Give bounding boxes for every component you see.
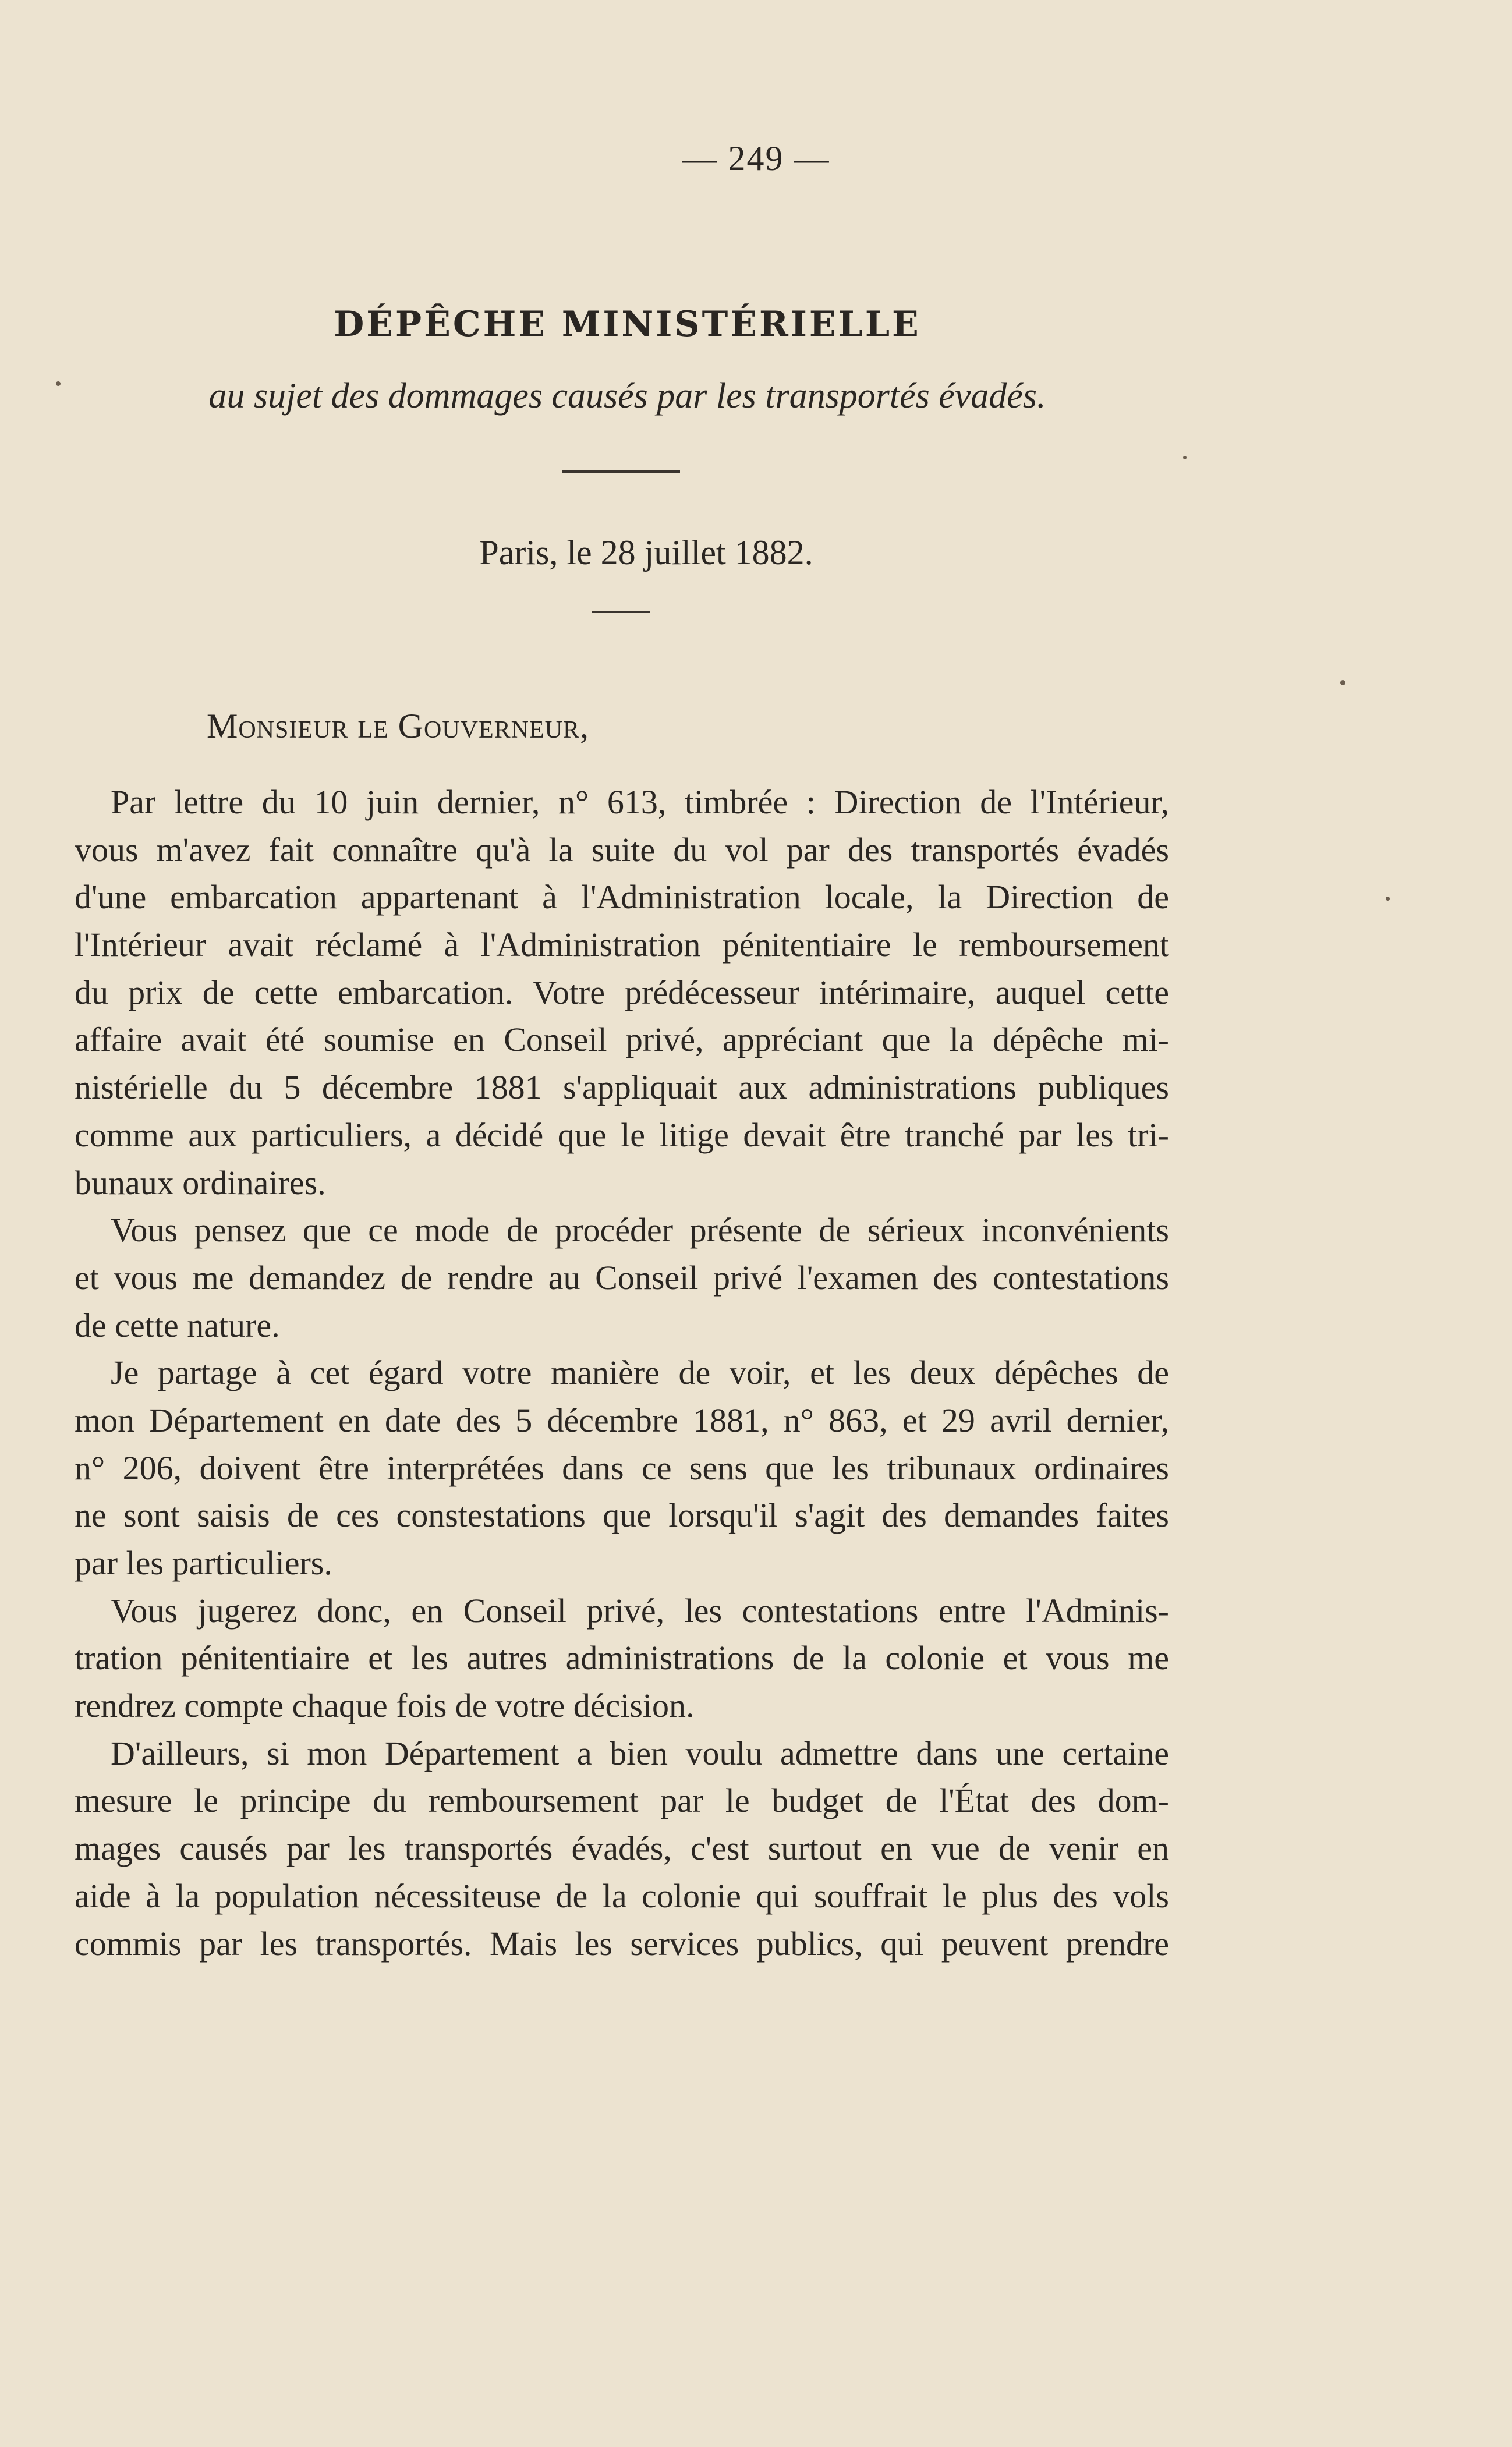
paper-speck xyxy=(1183,456,1187,459)
body-line: et vous me demandez de rendre au Conseil privé l'examen des contestations xyxy=(75,1258,1169,1297)
body-line: d'une embarcation appartenant à l'Administration locale, la Direction de xyxy=(75,878,1169,916)
salutation: Monsieur le Gouverneur, xyxy=(207,707,589,745)
body-line: mon Département en date des 5 décembre 1881, n° 863, et 29 avril dernier, xyxy=(75,1401,1169,1439)
body-line: par les particuliers. xyxy=(75,1544,332,1582)
body-line: rendrez compte chaque fois de votre décision. xyxy=(75,1687,695,1725)
body-line: aide à la population nécessiteuse de la colonie qui souffrait le plus des vols xyxy=(75,1876,1169,1915)
body-line: comme aux particuliers, a décidé que le litige devait être tranché par les tri- xyxy=(75,1116,1169,1154)
separator-rule-short xyxy=(592,611,650,613)
body-line: Par lettre du 10 juin dernier, n° 613, timbrée : Direction de l'Intérieur, xyxy=(111,783,1169,821)
body-line: affaire avait été soumise en Conseil privé, appréciant que la dépêche mi- xyxy=(75,1021,1169,1059)
body-line: bunaux ordinaires. xyxy=(75,1163,326,1202)
body-line: commis par les transportés. Mais les services publics, qui peuvent prendre xyxy=(75,1924,1169,1963)
body-line: D'ailleurs, si mon Département a bien voulu admettre dans une certaine xyxy=(111,1734,1169,1772)
body-line: de cette nature. xyxy=(75,1306,280,1344)
body-line: nistérielle du 5 décembre 1881 s'appliquait aux administrations publiques xyxy=(75,1068,1169,1107)
body-line: du prix de cette embarcation. Votre prédécesseur intérimaire, auquel cette xyxy=(75,973,1169,1011)
body-line: vous m'avez fait connaître qu'à la suite du vol par des transportés évadés xyxy=(75,830,1169,869)
paper-speck xyxy=(56,381,61,386)
dateline: Paris, le 28 juillet 1882. xyxy=(479,533,813,572)
paper-speck xyxy=(1386,897,1390,901)
body-line: mages causés par les transportés évadés, c'est surtout en vue de venir en xyxy=(75,1829,1169,1868)
document-heading: DÉPÊCHE MINISTÉRIELLE xyxy=(334,304,921,345)
letter-body xyxy=(75,778,1169,1967)
body-line: n° 206, doivent être interprétées dans ce sens que les tribunaux ordinaires xyxy=(75,1449,1169,1487)
body-line: Vous pensez que ce mode de procéder présente de sérieux inconvénients xyxy=(111,1211,1169,1249)
body-line: ne sont saisis de ces constestations que lorsqu'il s'agit des demandes faites xyxy=(75,1496,1169,1535)
body-line: mesure le principe du remboursement par le budget de l'État des dom- xyxy=(75,1782,1169,1820)
body-line: Je partage à cet égard votre manière de voir, et les deux dépêches de xyxy=(111,1354,1169,1392)
page-number: — 249 — xyxy=(682,139,830,178)
document-subheading: au sujet des dommages causés par les transportés évadés. xyxy=(208,376,1046,416)
body-line: Vous jugerez donc, en Conseil privé, les contestations entre l'Adminis- xyxy=(111,1591,1169,1630)
body-line: tration pénitentiaire et les autres administrations de la colonie et vous me xyxy=(75,1639,1169,1677)
separator-rule-long xyxy=(562,470,680,473)
body-line: l'Intérieur avait réclamé à l'Administration pénitentiaire le remboursement xyxy=(75,926,1169,964)
paper-speck xyxy=(1340,680,1345,685)
